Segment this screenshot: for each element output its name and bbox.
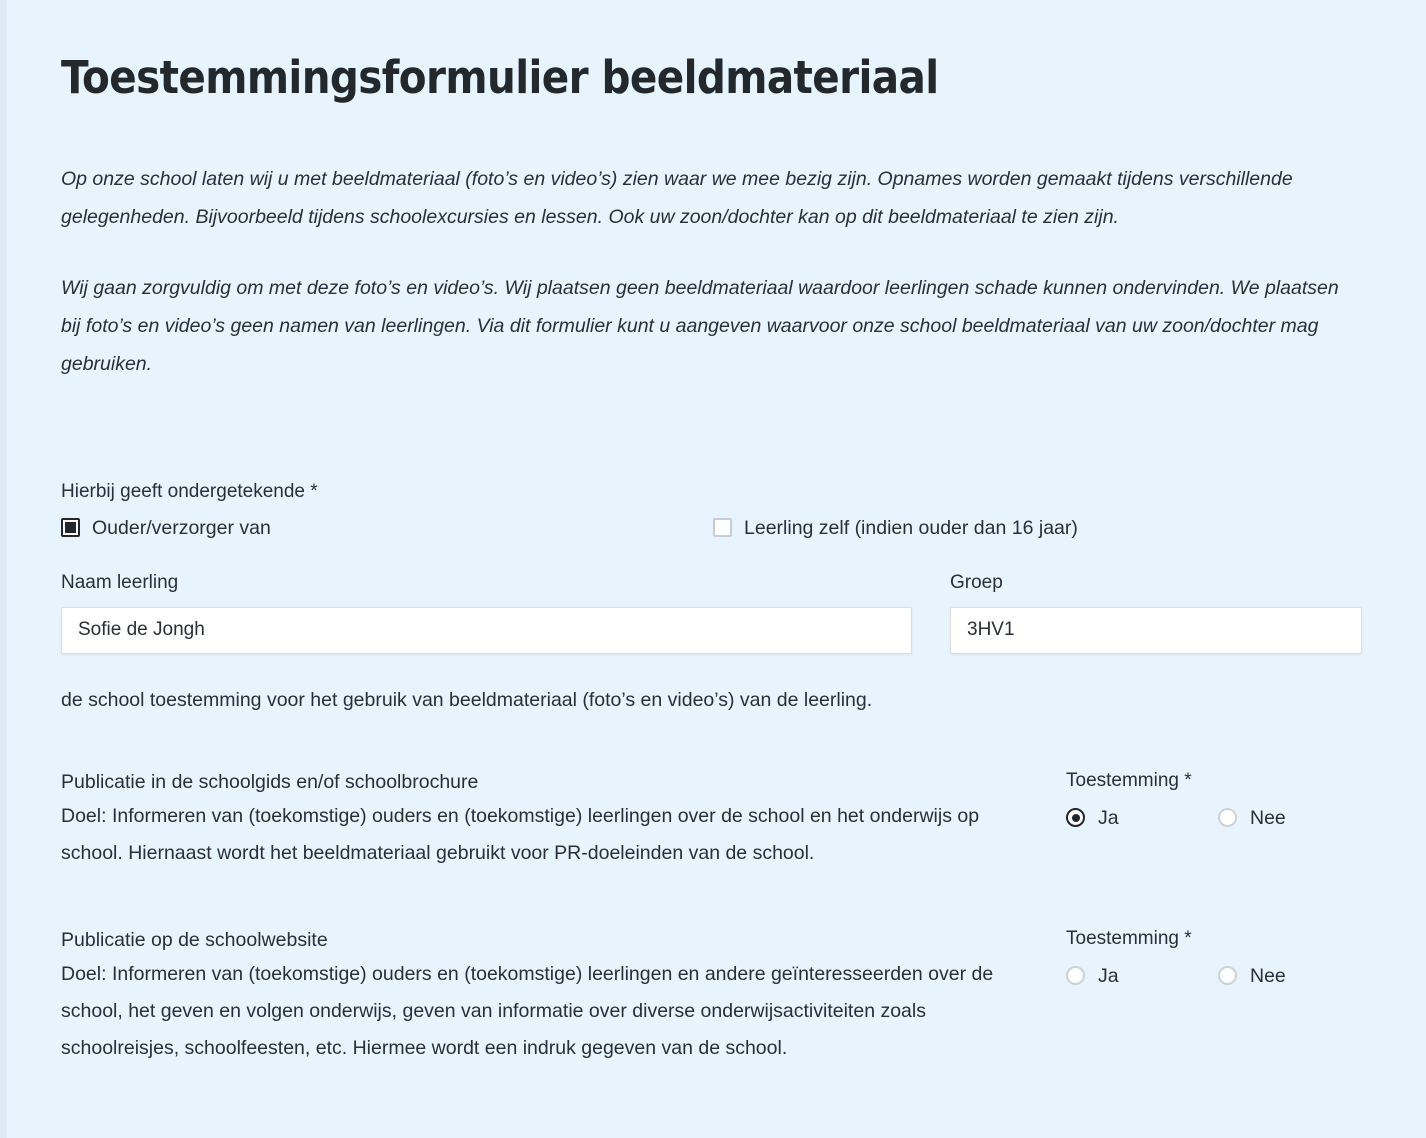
consent-sentence: de school toestemming voor het gebruik van beeldmateriaal (foto’s en video’s) van de leerling. xyxy=(61,688,873,711)
radio-schoolgids-nee-label: Nee xyxy=(1250,806,1286,829)
signatory-option-parent[interactable] xyxy=(61,515,713,541)
consent-item-schoolwebsite-description: Doel: Informeren van (toekomstige) ouders en (toekomstige) leerlingen en andere geïnteresseerden over de school, het geven en volgen onderwijs, geven van informatie over diverse onderwijsactiviteiten zoals schoolreisjes, schoolfeesten, etc. Hiermee wordt een indruk gegeven van de school. xyxy=(61,962,994,1059)
signatory-option-student-label: Leerling zelf (indien ouder dan 16 jaar) xyxy=(744,516,1078,539)
student-name-group xyxy=(61,570,912,654)
signatory-label: Hierbij geeft ondergetekende * xyxy=(61,480,318,502)
consent-item-schoolgids-control-label: Toestemming * xyxy=(1066,769,1192,791)
student-name-label: Naam leerling xyxy=(61,571,179,593)
consent-item-schoolgids-control xyxy=(1066,766,1286,831)
consent-item-schoolwebsite-radio-group xyxy=(1066,963,1286,989)
consent-item-schoolwebsite xyxy=(61,924,1366,1067)
consent-schoolgids-option-nee[interactable] xyxy=(1218,805,1286,831)
signatory-section xyxy=(61,478,1366,541)
consent-item-schoolwebsite-control-label: Toestemming * xyxy=(1066,927,1192,949)
consent-item-schoolgids xyxy=(61,766,1366,872)
consent-item-schoolgids-heading: Publicatie in de schoolgids en/of schoolbrochure xyxy=(61,770,479,793)
group-label: Groep xyxy=(950,571,1003,593)
radio-schoolwebsite-nee-label: Nee xyxy=(1250,964,1286,987)
group-field-group xyxy=(950,570,1362,654)
consent-schoolgids-option-ja[interactable] xyxy=(1066,805,1218,831)
radio-schoolgids-nee[interactable] xyxy=(1218,808,1237,827)
signatory-options xyxy=(61,515,1366,541)
radio-schoolwebsite-ja-label: Ja xyxy=(1098,964,1119,987)
student-name-input[interactable] xyxy=(61,607,912,654)
student-fields-row xyxy=(61,570,1366,654)
checkbox-student-self[interactable] xyxy=(713,518,732,537)
signatory-option-student[interactable] xyxy=(713,515,1078,541)
consent-item-schoolgids-radio-group xyxy=(1066,805,1286,831)
radio-schoolwebsite-nee[interactable] xyxy=(1218,966,1237,985)
consent-item-schoolgids-text xyxy=(61,766,1021,872)
intro-paragraph-1: Op onze school laten wij u met beeldmateriaal (foto’s en video’s) zien waar we mee bezig zijn. Opnames worden gemaakt tijdens verschillende gelegenheden. Bijvoorbeeld tijdens schoolexcursies en lessen. Ook uw zoon/dochter kan op dit beeldmateriaal te zien zijn. xyxy=(61,167,1293,228)
consent-item-schoolgids-description: Doel: Informeren van (toekomstige) ouders en (toekomstige) leerlingen over de school en het onderwijs op school. Hiernaast wordt het beeldmateriaal gebruikt voor PR-doeleinden van de school. xyxy=(61,804,980,864)
signatory-option-parent-label: Ouder/verzorger van xyxy=(92,516,271,539)
consent-schoolwebsite-option-ja[interactable] xyxy=(1066,963,1218,989)
checkbox-parent-guardian[interactable] xyxy=(61,518,80,537)
intro-paragraph-2: Wij gaan zorgvuldig om met deze foto’s en video’s. Wij plaatsen geen beeldmateriaal waardoor leerlingen schade kunnen ondervinden. We plaatsen bij foto’s en video’s geen namen van leerlingen. Via dit formulier kunt u aangeven waarvoor onze school beeldmateriaal van uw zoon/dochter mag gebruiken. xyxy=(61,276,1339,375)
consent-item-schoolwebsite-heading: Publicatie op de schoolwebsite xyxy=(61,928,328,951)
radio-schoolwebsite-ja[interactable] xyxy=(1066,966,1085,985)
consent-item-schoolwebsite-control xyxy=(1066,924,1286,989)
radio-schoolgids-ja[interactable] xyxy=(1066,808,1085,827)
consent-schoolwebsite-option-nee[interactable] xyxy=(1218,963,1286,989)
group-input[interactable] xyxy=(950,607,1362,654)
page-title: Toestemmingsformulier beeldmateriaal xyxy=(61,51,939,104)
consent-item-schoolwebsite-text xyxy=(61,924,1021,1067)
radio-schoolgids-ja-label: Ja xyxy=(1098,806,1119,829)
